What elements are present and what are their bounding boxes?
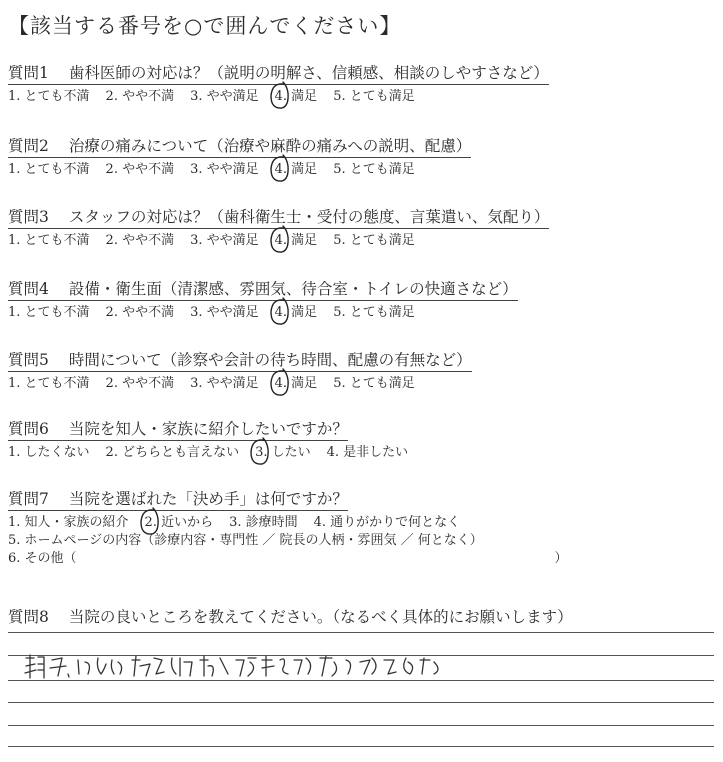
answer-line	[8, 725, 714, 726]
q8-text: 当院の良いところを教えてください。（なるべく具体的にお願いします）	[68, 608, 573, 626]
answer-option[interactable]: 3. やや満足	[190, 376, 259, 391]
answer-options	[8, 375, 472, 393]
answer-option[interactable]: 5. とても満足	[333, 305, 415, 320]
answer-options	[8, 444, 424, 462]
answer-option[interactable]: 5. とても満足	[333, 89, 415, 104]
answer-option[interactable]: 5. とても満足	[333, 376, 415, 391]
answer-option[interactable]: 4. 満足	[275, 161, 318, 179]
question-text: 当院を知人・家族に紹介したいですか？	[68, 420, 348, 438]
question-title	[8, 489, 348, 511]
question-title	[8, 207, 549, 229]
question-block	[8, 207, 549, 250]
answer-option[interactable]: 1. とても不満	[8, 233, 90, 248]
handwritten-answer	[22, 652, 462, 682]
question-number: 質問5	[8, 351, 49, 369]
other-option-label[interactable]: 6. その他（	[8, 551, 77, 566]
question-number: 質問2	[8, 137, 49, 155]
answer-option[interactable]: 1. とても不満	[8, 376, 90, 391]
question-number: 質問7	[8, 490, 49, 508]
hand-drawn-circle-icon	[268, 368, 290, 398]
answer-line	[8, 702, 714, 703]
question-title	[8, 279, 518, 301]
question-block	[8, 489, 568, 568]
page-heading: 【該当する番号を○で囲んでください】	[8, 14, 402, 38]
answer-options	[8, 304, 518, 322]
question-block	[8, 419, 424, 462]
question-block	[8, 63, 549, 106]
answer-option[interactable]: 2. やや不満	[105, 89, 175, 104]
hand-drawn-circle-icon	[268, 81, 290, 111]
question-text: スタッフの対応は？（歯科衛生士・受付の態度、言葉遣い、気配り）	[68, 208, 550, 226]
answer-option[interactable]: 2. どちらとも言えない	[105, 445, 240, 460]
hand-drawn-circle-icon	[268, 225, 290, 255]
question-title	[8, 419, 348, 441]
answer-option[interactable]: 2. やや不満	[105, 162, 175, 177]
question-title	[8, 63, 549, 85]
question-text: 時間について（診察や会計の待ち時間、配慮の有無など）	[68, 351, 472, 369]
answer-option[interactable]: 3. したい	[255, 444, 311, 462]
question-text: 歯科医師の対応は？（説明の明解さ、信頼感、相談のしやすさなど）	[68, 64, 549, 82]
question-number: 質問3	[8, 208, 49, 226]
answer-option[interactable]: 5. とても満足	[333, 162, 415, 177]
answer-option[interactable]: 2. やや不満	[105, 376, 175, 391]
hand-drawn-circle-icon	[268, 297, 290, 327]
other-option-row	[8, 550, 568, 568]
question-block	[8, 136, 471, 179]
answer-option[interactable]: 1. とても不満	[8, 162, 90, 177]
answer-option[interactable]: 3. やや満足	[190, 89, 259, 104]
answer-option[interactable]: 1. とても不満	[8, 305, 90, 320]
question-number: 質問4	[8, 280, 49, 298]
answer-option[interactable]: 5. ホームページの内容（診療内容・専門性 ／ 院長の人柄・雰囲気 ／ 何となく）	[8, 533, 483, 548]
other-option-close: ）	[554, 551, 568, 566]
hand-drawn-circle-icon	[268, 154, 290, 184]
answer-option[interactable]: 1. したくない	[8, 445, 90, 460]
answer-option[interactable]: 3. やや満足	[190, 162, 259, 177]
hand-drawn-circle-icon	[248, 437, 270, 467]
answer-option[interactable]: 4. 通りがかりで何となく	[313, 515, 461, 530]
question-text: 治療の痛みについて（治療や麻酔の痛みへの説明、配慮）	[68, 137, 472, 155]
answer-line	[8, 746, 714, 747]
answer-option[interactable]: 4. 満足	[275, 88, 318, 106]
question-title	[8, 350, 472, 372]
answer-option[interactable]: 3. 診療時間	[229, 515, 298, 530]
question-title	[8, 136, 471, 158]
question-number: 質問1	[8, 64, 49, 82]
answer-options	[8, 161, 471, 179]
answer-option[interactable]: 1. とても不満	[8, 89, 90, 104]
question-text: 設備・衛生面（清潔感、雰囲気、待合室・トイレの快適さなど）	[68, 280, 518, 298]
q8-number: 質問8	[8, 608, 49, 626]
answer-option[interactable]: 2. やや不満	[105, 233, 175, 248]
q8-title	[8, 607, 573, 627]
answer-line	[8, 632, 714, 633]
answer-option[interactable]: 3. やや満足	[190, 305, 259, 320]
answer-options	[8, 232, 549, 250]
answer-options	[8, 88, 549, 106]
question-text: 当院を選ばれた「決め手」は何ですか？	[68, 490, 348, 508]
answer-option[interactable]: 1. 知人・家族の紹介	[8, 515, 129, 530]
answer-option[interactable]: 2. やや不満	[105, 305, 175, 320]
answer-option[interactable]: 5. とても満足	[333, 233, 415, 248]
question-block	[8, 350, 472, 393]
question-number: 質問6	[8, 420, 49, 438]
answer-option[interactable]: 4. 満足	[275, 232, 318, 250]
answer-option[interactable]: 2. 近いから	[145, 514, 214, 532]
question-block	[8, 279, 518, 322]
answer-option[interactable]: 3. やや満足	[190, 233, 259, 248]
answer-option[interactable]: 4. 満足	[275, 375, 318, 393]
answer-option[interactable]: 4. 満足	[275, 304, 318, 322]
answer-option[interactable]: 4. 是非したい	[326, 445, 409, 460]
answer-options	[8, 514, 568, 532]
